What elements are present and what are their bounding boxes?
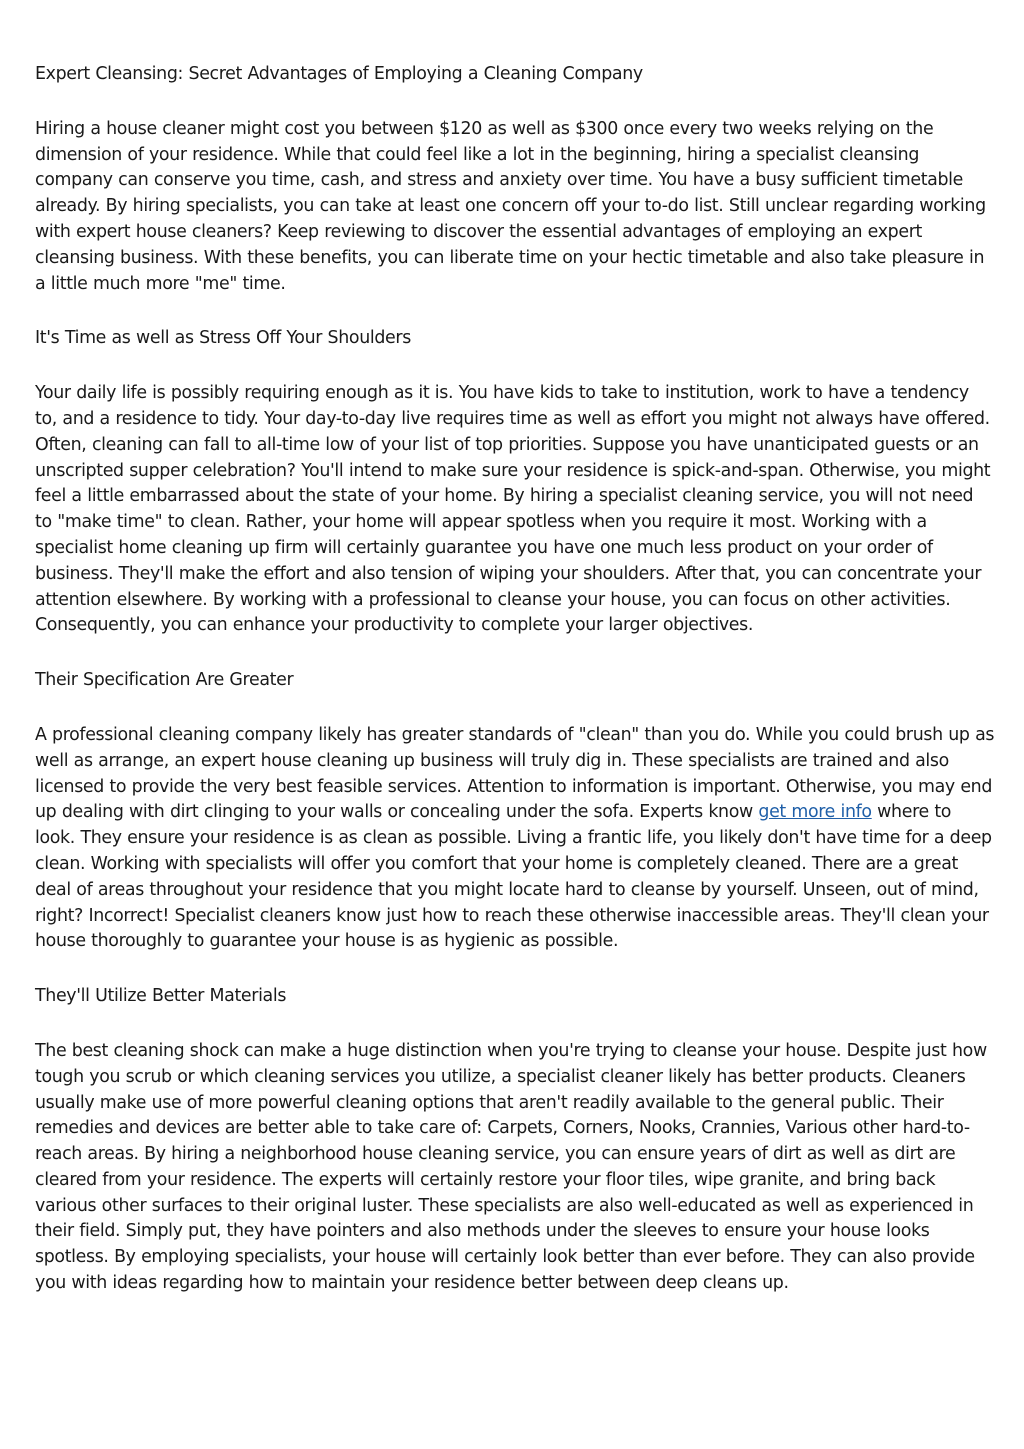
standards-text-before-link: A professional cleaning company likely has greater standards of "clean" than you do. While you could brush up as well as arrange, an expert house cleaning up business will truly dig in. These specialists are trained and also licensed to provide the very best feasible services. Attention to information is important. Otherwise, you may end up dealing with dirt clinging to your walls or concealing under the sofa. Experts know [35, 724, 995, 823]
section-body-materials: The best cleaning shock can make a huge distinction when you're trying to cleanse your house. Despite just how tough you scrub or which cleaning services you utilize, a specialist cleaner likely has better products. Cleaners usually make use of more powerful cleaning options that aren't readily available to the general public. Their remedies and devices are better able to take care of: Carpets, Corners, Nooks, Crannies, Various other hard-to-reach areas. By hiring a neighborhood house cleaning service, you can ensure years of dirt as well as dirt are cleared from your residence. The experts will certainly restore your floor tiles, wipe granite, and bring back various other surfaces to their original luster. These specialists are also well-educated as well as experienced in their field. Simply put, they have pointers and also methods under the sleeves to ensure your house looks spotless. By employing specialists, your house will certainly look better than ever before. They can also provide you with ideas regarding how to maintain your residence better between deep cleans up. [35, 1040, 987, 1294]
section-heading-standards: Their Specification Are Greater [35, 670, 294, 691]
section-body-stress: Your daily life is possibly requiring enough as it is. You have kids to take to institution, work to have a tendency to, and a residence to tidy. Your day-to-day live requires time as well as effort you might not always have offered. Often, cleaning can fall to all-time low of your list of top priorities. Suppose you have unanticipated guests or an unscripted supper celebration? You'll intend to make sure your residence is spick-and-span. Otherwise, you might feel a little embarrassed about the state of your home. By hiring a specialist cleaning service, you will not need to "make time" to clean. Rather, your home will appear spotless when you require it most. Working with a specialist home cleaning up firm will certainly guarantee you have one much less product on your order of business. They'll make the effort and also tension of wiping your shoulders. After that, you can concentrate your attention elsewhere. By working with a professional to cleanse your house, you can focus on other activities. Consequently, you can enhance your productivity to complete your larger objectives. [35, 383, 991, 636]
get-more-info-link[interactable]: get more info [758, 802, 872, 823]
section-heading-stress: It's Time as well as Stress Off Your Shoulders [35, 328, 411, 349]
section-body-standards [35, 723, 995, 955]
document-title: Expert Cleansing: Secret Advantages of Employing a Cleaning Company [35, 64, 643, 84]
document-page [35, 62, 995, 1326]
section-heading-materials: They'll Utilize Better Materials [35, 986, 287, 1007]
standards-text-after-link: where to look. They ensure your residence is as clean as possible. Living a frantic life, you likely don't have time for a deep clean. Working with specialists will offer you comfort that your home is completely cleaned. There are a great deal of areas throughout your residence that you might locate hard to cleanse by yourself. Unseen, out of mind, right? Incorrect! Specialist cleaners know just how to reach these otherwise inaccessible areas. They'll clean your house thoroughly to guarantee your house is as hygienic as possible. [35, 802, 992, 952]
intro-paragraph: Hiring a house cleaner might cost you between $120 as well as $300 once every two weeks relying on the dimension of your residence. While that could feel like a lot in the beginning, hiring a specialist cleansing company can conserve you time, cash, and stress and anxiety over time. You have a busy sufficient timetable already. By hiring specialists, you can take at least one concern off your to-do list. Still unclear regarding working with expert house cleaners? Keep reviewing to discover the essential advantages of employing an expert cleansing business. With these benefits, you can liberate time on your hectic timetable and also take pleasure in a little much more "me" time. [35, 118, 986, 294]
